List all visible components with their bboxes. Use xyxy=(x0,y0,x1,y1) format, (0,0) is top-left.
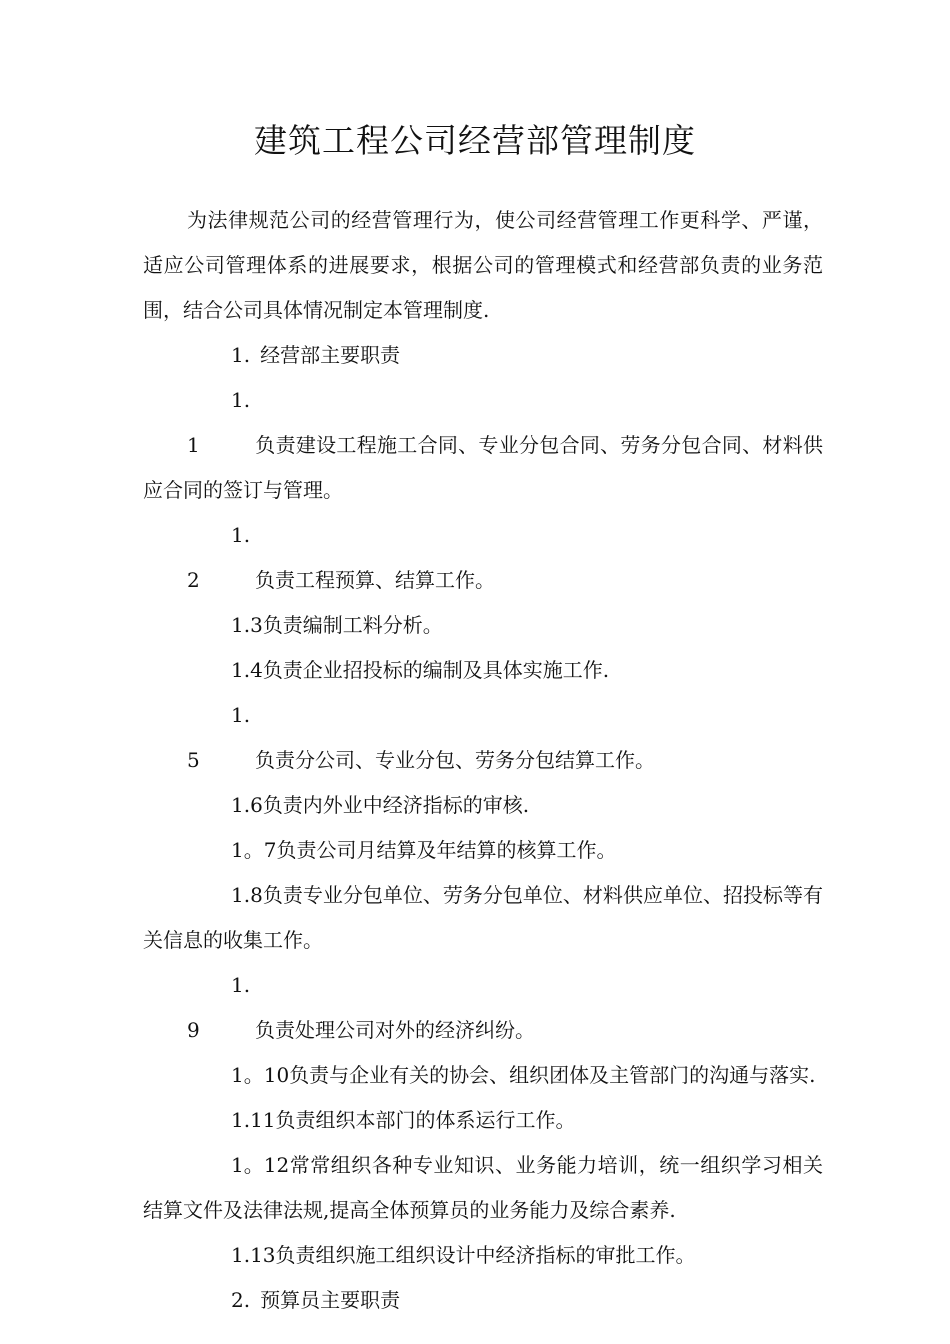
clause-text: 负责内外业中经济指标的审核. xyxy=(262,793,530,817)
clause-number: 1.3 xyxy=(231,613,263,637)
clause-text: 负责与企业有关的协会、组织团体及主管部门的沟通与落实. xyxy=(289,1063,816,1087)
intro-paragraph: 为法律规范公司的经营管理行为，使公司经营管理工作更科学、严谨，适应公司管理体系的进展要求，根据公司的管理模式和经营部负责的业务范围，结合公司具体情况制定本管理制度. xyxy=(143,208,823,322)
clause-item xyxy=(143,603,823,648)
clause-text: 负责专业分包单位、劳务分包单位、材料供应单位、招投标等有关信息的收集工作。 xyxy=(143,883,823,952)
clause-text: 常常组织各种专业知识、业务能力培训，统一组织学习相关结算文件及法律法规,提高全体预算员的业务能力及综合素养. xyxy=(143,1153,823,1222)
clause-item xyxy=(143,1233,823,1278)
clause-item xyxy=(143,1143,823,1233)
clause-number: 1。7 xyxy=(231,838,277,862)
clause-text: 预算员主要职责 xyxy=(260,1288,401,1312)
clause-item xyxy=(143,828,823,873)
document-title: 建筑工程公司经营部管理制度 xyxy=(254,121,696,160)
clause-item xyxy=(143,378,823,513)
clause-number: 1.4 xyxy=(231,658,263,682)
clause-number: 1。12 xyxy=(231,1153,290,1177)
clause-item xyxy=(143,513,823,603)
section-heading xyxy=(143,333,823,378)
clause-number: 1.2 xyxy=(187,523,251,592)
clause-text: 负责处理公司对外的经济纠纷。 xyxy=(255,1018,535,1042)
clause-item xyxy=(143,648,823,693)
clause-item xyxy=(143,963,823,1053)
clause-number: 2. xyxy=(231,1288,251,1312)
clause-text: 负责公司月结算及年结算的核算工作。 xyxy=(276,838,617,862)
document-body xyxy=(143,198,823,1323)
clause-number: 1.8 xyxy=(231,883,263,907)
clause-list xyxy=(143,333,823,1323)
clause-number: 1.1 xyxy=(187,388,251,457)
clause-text: 负责企业招投标的编制及具体实施工作. xyxy=(262,658,610,682)
clause-item xyxy=(143,783,823,828)
clause-number: 1.5 xyxy=(187,703,251,772)
clause-number: 1.13 xyxy=(231,1243,276,1267)
clause-text: 负责分公司、专业分包、劳务分包结算工作。 xyxy=(255,748,655,772)
section-heading xyxy=(143,1278,823,1323)
clause-text: 负责工程预算、结算工作。 xyxy=(255,568,495,592)
clause-number: 1.9 xyxy=(187,973,251,1042)
clause-text: 负责编制工料分析。 xyxy=(262,613,443,637)
clause-item xyxy=(143,693,823,783)
clause-text: 负责组织施工组织设计中经济指标的审批工作。 xyxy=(275,1243,696,1267)
clause-number: 1.6 xyxy=(231,793,263,817)
clause-text: 负责建设工程施工合同、专业分包合同、劳务分包合同、材料供应合同的签订与管理。 xyxy=(143,433,823,502)
clause-text: 负责组织本部门的体系运行工作。 xyxy=(275,1108,576,1132)
clause-item xyxy=(143,1098,823,1143)
clause-text: 经营部主要职责 xyxy=(260,343,401,367)
clause-item xyxy=(143,873,823,963)
clause-item xyxy=(143,1053,823,1098)
clause-number: 1. xyxy=(231,343,251,367)
clause-number: 1.11 xyxy=(231,1108,276,1132)
clause-number: 1。10 xyxy=(231,1063,290,1087)
